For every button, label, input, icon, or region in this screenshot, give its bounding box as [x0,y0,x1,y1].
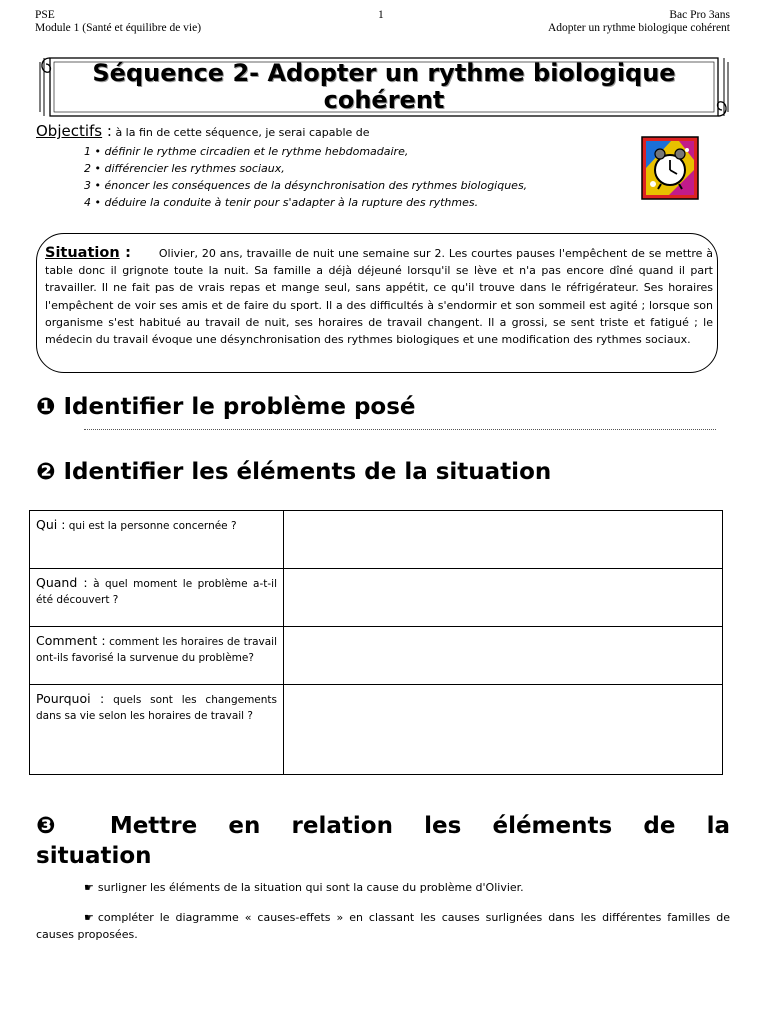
question-cell-how [30,627,284,685]
answer-cell-how[interactable] [284,627,723,685]
situation-text-block [45,245,713,348]
page-title [60,60,708,114]
elements-table [29,510,723,775]
situation-label: Situation [45,245,120,261]
question-label: Pourquoi : [36,691,105,706]
answer-cell-why[interactable] [284,685,723,775]
alarm-clock-icon [641,136,699,200]
answer-cell-who[interactable] [284,511,723,569]
header-subject: PSE [35,9,55,21]
question-label: Comment : [36,633,106,648]
question-desc: comment les horaires de travail ont-ils favorisé la survenue du problème? [36,636,277,664]
objectives-list [84,143,527,211]
objectives-intro [36,122,370,140]
table-row [30,685,723,775]
question-label: Qui : [36,517,66,532]
header-module: Module 1 (Santé et équilibre de vie) [35,22,202,34]
objective-item: 1 • définir le rythme circadien et le rythme hebdomadaire, [84,145,409,158]
section-heading-relations-cont: situation [36,843,152,869]
objectives-label: Objectifs [36,122,103,140]
question-desc: quels sont les changements dans sa vie selon les horaires de travail ? [36,694,277,722]
hand-pointer-icon: ☛ [84,881,94,894]
header-left [35,9,201,35]
section-heading-problem: ❶ Identifier le problème posé [36,394,416,420]
header-topic: Adopter un rythme biologique cohérent [547,22,730,34]
question-cell-who [30,511,284,569]
objective-item: 3 • énoncer les conséquences de la désynchronisation des rythmes biologiques, [84,179,528,192]
table-row [30,627,723,685]
question-desc: qui est la personne concernée ? [65,520,237,532]
instruction-text: compléter le diagramme « causes-effets » en classant les causes surlignées dans les différentes familles de causes proposées. [36,911,730,941]
question-desc: à quel moment le problème a-t-il été découvert ? [36,578,277,606]
instruction-item [36,909,730,943]
page-number: 1 [378,9,384,21]
answer-cell-when[interactable] [284,569,723,627]
table-row [30,511,723,569]
question-label: Quand : [36,575,88,590]
instruction-text: surligner les éléments de la situation qui sont la cause du problème d'Olivier. [97,881,524,894]
hand-pointer-icon: ☛ [84,911,94,924]
objectives-intro-text: à la fin de cette séquence, je serai capable de [111,126,370,139]
question-cell-why [30,685,284,775]
answer-dotted-line[interactable] [84,429,716,430]
situation-text: Olivier, 20 ans, travaille de nuit une semaine sur 2. Les courtes pauses l'empêchent de se mettre à table donc il grignote toute la nuit. Sa famille a déjà déjeuné lorsqu'il se lève et n'a pas encore dîné quand il part travailler. Il ne fait pas de vrais repas et mange seul, sans appétit, ce qu'il trouve dans le réfrigérateur. Ses horaires l'empêchent de voir ses amis et de faire du sport. Il a des difficultés à s'endormir et son sommeil est agité ; lorsque son organisme s'est habitué au travail de nuit, ses horaires de travail changent. Il a grossi, se sent triste et fatigué ; le médecin du travail évoque une désynchronisation des rythmes biologiques et une modification des rythmes sociaux. [45,247,713,347]
instructions-list [36,879,730,956]
situation-colon: : [119,245,131,261]
header-right [548,9,730,35]
objective-item: 2 • différencier les rythmes sociaux, [84,162,285,175]
section-heading-elements: ❷ Identifier les éléments de la situation [36,459,552,485]
instruction-item [36,879,730,896]
table-row [30,569,723,627]
header-level: Bac Pro 3ans [669,9,730,21]
question-cell-when [30,569,284,627]
section-heading-relations: ❸ Mettre en relation les éléments de la [36,813,730,839]
title-line-2: cohérent [323,86,445,114]
objective-item: 4 • déduire la conduite à tenir pour s'adapter à la rupture des rythmes. [84,196,479,209]
title-line-1: Séquence 2- Adopter un rythme biologique [92,59,676,87]
objectives-colon: : [102,122,112,140]
